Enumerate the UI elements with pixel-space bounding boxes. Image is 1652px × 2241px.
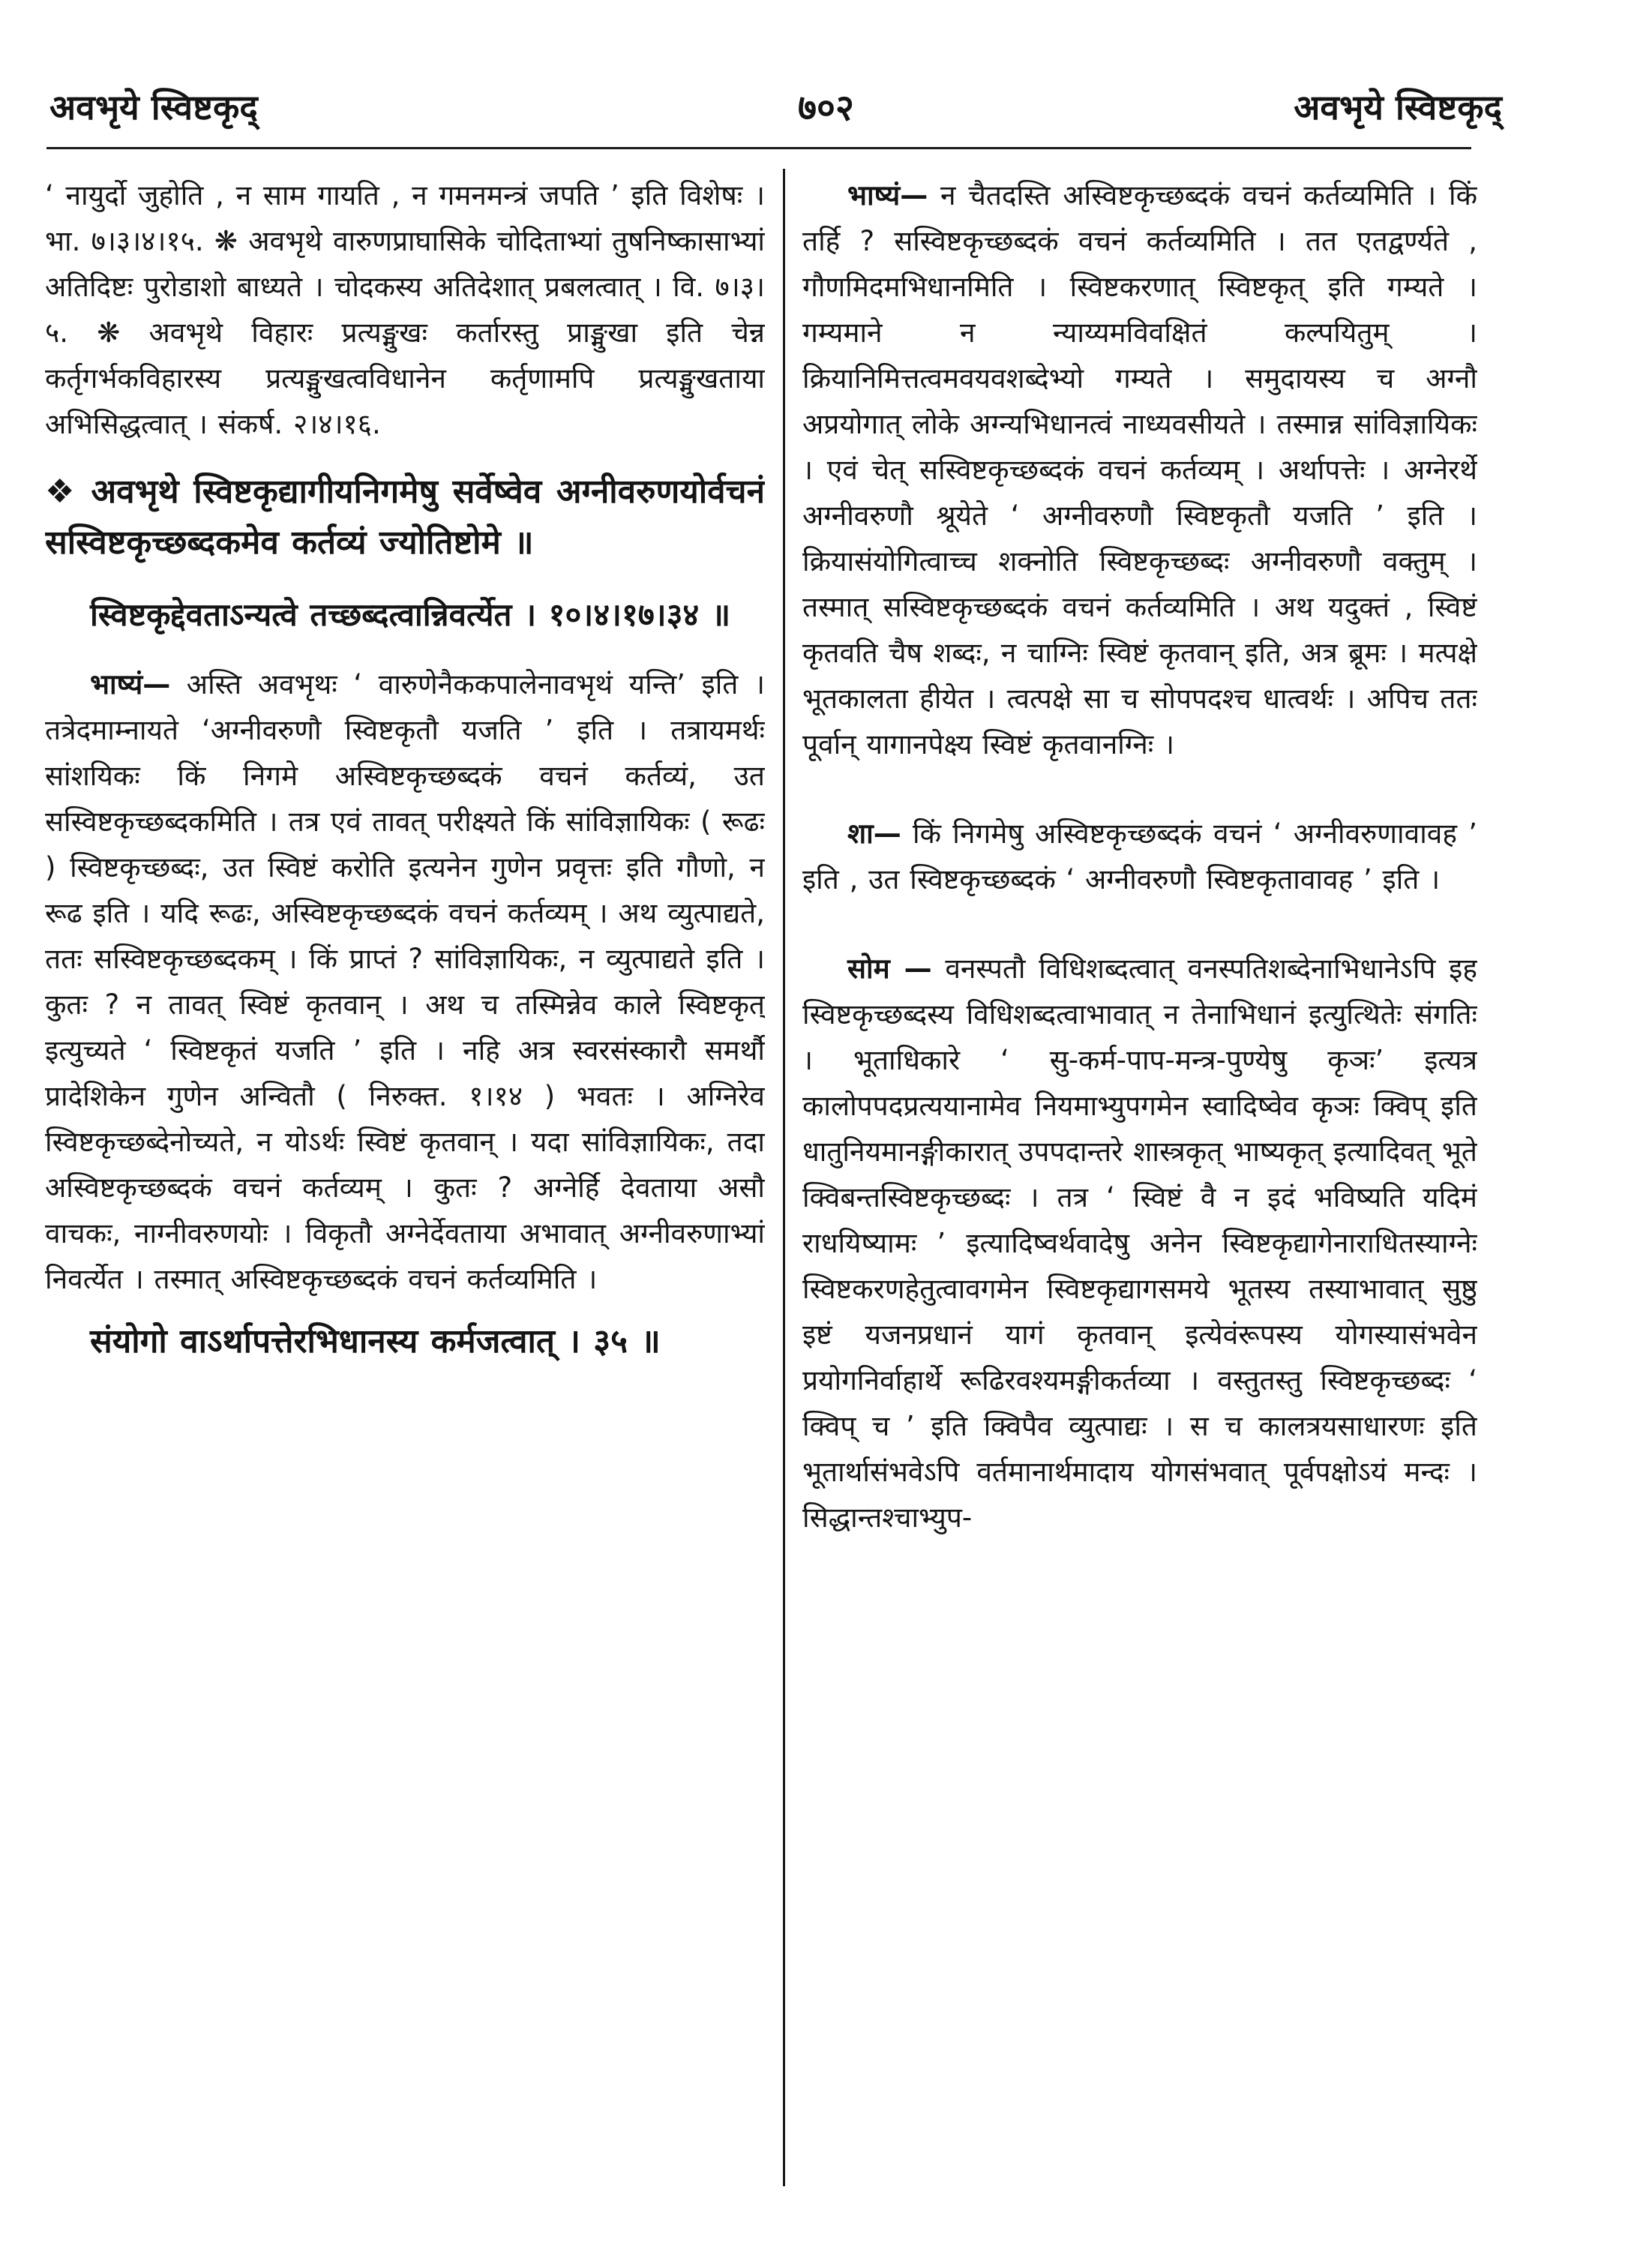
column-divider [783, 169, 785, 2186]
bhashya-paragraph-right [802, 172, 1477, 767]
bhashya-label: भाष्यं— [90, 668, 171, 700]
right-column [802, 172, 1477, 2182]
intro-paragraph: ‘ नायुर्दो जुहोति , न साम गायति , न गमनमन्त्रं जपति ’ इति विशेषः । भा. ७।३।४।१५. ❋ अवभृथे वारुणप्राघासिके चोदिताभ्यां तुषनिष्कासाभ्यां अतिदिष्टः पुरोडाशो बाध्यते । चोदकस्य अतिदेशात् प्रबलत्वात् । वि. ७।३।५. ❋ अवभृथे विहारः प्रत्यङ्मुखः कर्तारस्तु प्राङ्मुखा इति चेन्न कर्तृगर्भकविहारस्य प्रत्यङ्मुखत्वविधानेन कर्तृणामपि प्रत्यङ्मुखताया अभिसिद्धत्वात् । संकर्ष. २।४।१६. [45, 179, 765, 440]
sutra-35: संयोगो वाऽर्थापत्तेरभिधानस्य कर्मजत्वात् । ३५ ॥ [90, 1322, 661, 1360]
shastradipika-paragraph [802, 811, 1477, 902]
soma-label: सोम — [847, 952, 932, 985]
running-title-right: अवभृये स्विष्टकृद् [1294, 87, 1502, 128]
sutra-34: स्विष्टकृद्देवताऽन्यत्वे तच्छब्दत्वान्निवर्त्येत । १०।४।१७।३४ ॥ [90, 596, 731, 633]
sha-text: किं निगमेषु अस्विष्टकृच्छब्दकं वचनं ‘ अग्नीवरुणावावह ’ इति , उत स्विष्टकृच्छब्दकं ‘ अग्नीवरुणौ स्विष्टकृतावावह ’ इति । [802, 818, 1477, 896]
header-rule [46, 147, 1471, 149]
soma-paragraph [802, 946, 1477, 1540]
bhashya-text: न चैतदस्ति अस्विष्टकृच्छब्दकं वचनं कर्तव्यमिति । किं तर्हि ? सस्विष्टकृच्छब्दकं वचनं कर्तव्यमिति । तत एतद्वर्ण्यते , गौणमिदमभिधानमिति । स्विष्टकरणात् स्विष्टकृत् इति गम्यते । गम्यमाने न न्याय्यमविवक्षितं कल्पयितुम् । क्रियानिमित्तत्वमवयवशब्देभ्यो गम्यते । समुदायस्य च अग्नौ अप्रयोगात् लोके अग्न्यभिधानत्वं नाध्यवसीयते । तस्मान्न सांविज्ञायिकः । एवं चेत् सस्विष्टकृच्छब्दकं वचनं कर्तव्यम् । अर्थापत्तेः । अग्नेरर्थे अग्नीवरुणौ श्रूयेते ‘ अग्नीवरुणौ स्विष्टकृतौ यजति ’ इति । क्रियासंयोगित्वाच्च शक्नोति स्विष्टकृच्छब्दः अग्नीवरुणौ वक्तुम् । तस्मात् सस्विष्टकृच्छब्दकं वचनं कर्तव्यमिति । अथ यदुक्तं , स्विष्टं कृतवति चैष शब्दः, न चाग्निः स्विष्टं कृतवान् इति, अत्र ब्रूमः । मत्पक्षे भूतकालता हीयेत । त्वत्पक्षे सा च सोपपदश्च धात्वर्थः । अपिच ततः पूर्वान् यागानपेक्ष्य स्विष्टं कृतवानग्निः । [802, 179, 1477, 760]
page-number: ७०२ [798, 87, 854, 129]
sha-label: शा— [847, 818, 901, 850]
soma-text: वनस्पतौ विधिशब्दत्वात् वनस्पतिशब्देनाभिधानेऽपि इह स्विष्टकृच्छब्दस्य विधिशब्दत्वाभावात् न तेनाभिधानं इत्युत्थितेः संगतिः । भूताधिकारे ‘ सु-कर्म-पाप-मन्त्र-पुण्येषु कृञः’ इत्यत्र कालोपपदप्रत्ययानामेव नियमाभ्युपगमेन स्वादिष्वेव कृञः क्विप् इति धातुनियमानङ्गीकारात् उपपदान्तरे शास्त्रकृत् भाष्यकृत् इत्यादिवत् भूते क्विबन्तस्विष्टकृच्छब्दः । तत्र ‘ स्विष्टं वै न इदं भविष्यति यदिमं राधयिष्यामः ’ इत्यादिष्वर्थवादेषु अनेन स्विष्टकृद्यागेनाराधितस्याग्नेः स्विष्टकरणहेतुत्वावगमेन स्विष्टकृद्यागसमये भूतस्य तस्याभावात् सुष्ठु इष्टं यजनप्रधानं यागं कृतवान् इत्येवंरूपस्य योगस्यासंभवेन प्रयोगनिर्वाहार्थे रूढिरवश्यमङ्गीकर्तव्या । वस्तुतस्तु स्विष्टकृच्छब्दः ‘ क्विप् च ’ इति क्विपैव व्युत्पाद्यः । स च कालत्रयसाधारणः इति भूतार्थासंभवेऽपि वर्तमानार्थमादाय योगसंभवात् पूर्वपक्षोऽयं मन्दः । सिद्धान्तश्चाभ्युप- [802, 952, 1477, 1534]
bhashya-paragraph-left [45, 662, 765, 1302]
bhashya-label: भाष्यं— [847, 179, 928, 212]
bhashya-text: अस्ति अवभृथः ‘ वारुणेनैककपालेनावभृथं यन्ति’ इति । तत्रेदमाम्नायते ‘अग्नीवरुणौ स्विष्टकृतौ यजति ’ इति । तत्रायमर्थः सांशयिकः किं निगमे अस्विष्टकृच्छब्दकं वचनं कर्तव्यं, उत सस्विष्टकृच्छब्दकमिति । तत्र एवं तावत् परीक्ष्यते किं सांविज्ञायिकः ( रूढः ) स्विष्टकृच्छब्दः, उत स्विष्टं करोति इत्यनेन गुणेन प्रवृत्तः इति गौणो, न रूढ इति । यदि रूढः, अस्विष्टकृच्छब्दकं वचनं कर्तव्यम् । अथ व्युत्पाद्यते, ततः सस्विष्टकृच्छब्दकम् । किं प्राप्तं ? सांविज्ञायिकः, न व्युत्पाद्यते इति । कुतः ? न तावत् स्विष्टं कृतवान् । अथ च तस्मिन्नेव काले स्विष्टकृत् इत्युच्यते ‘ स्विष्टकृतं यजति ’ इति । नहि अत्र स्वरसंस्कारौ समर्थौ प्रादेशिकेन गुणेन अन्वितौ ( निरुक्त. १।१४ ) भवतः । अग्निरेव स्विष्टकृच्छब्देनोच्यते, न योऽर्थः स्विष्टं कृतवान् । यदा सांविज्ञायिकः, तदा अस्विष्टकृच्छब्दकं वचनं कर्तव्यम् । कुतः ? अग्नेर्हि देवताया असौ वाचकः, नाग्नीवरुणयोः । विकृतौ अग्नेर्देवताया अभावात् अग्नीवरुणाभ्यां निवर्त्येत । तस्मात् अस्विष्टकृच्छब्दकं वचनं कर्तव्यमिति । [45, 668, 765, 1295]
adhikarana-heading: ❖ अवभृथे स्विष्टकृद्यागीयनिगमेषु सर्वेष्वेव अग्नीवरुणयोर्वचनं सस्विष्टकृच्छब्दकमेव कर्तव्यं ज्योतिष्टोमे ॥ [45, 472, 765, 562]
running-title-left: अवभृये स्विष्टकृद् [49, 87, 258, 128]
left-column [45, 172, 765, 2182]
